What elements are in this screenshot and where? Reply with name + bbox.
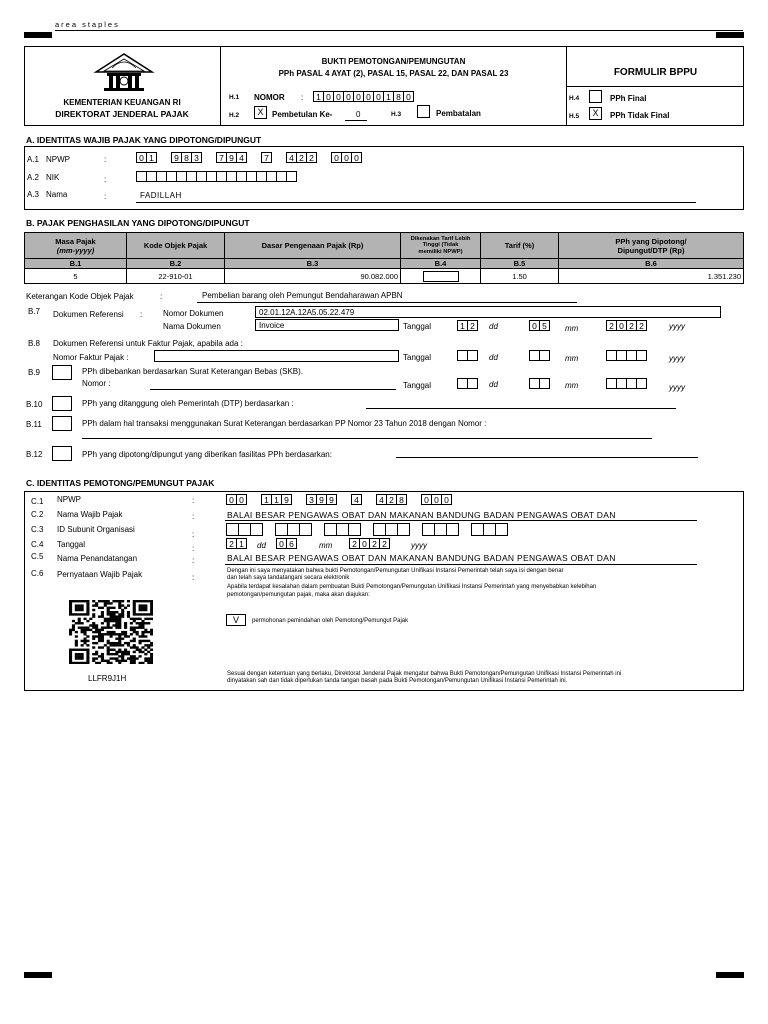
nama-dok-value: Invoice (259, 321, 285, 330)
c1-code: C.1 (31, 497, 44, 506)
pph-final-checkbox[interactable] (589, 90, 602, 103)
c2-nama-label: Nama Wajib Pajak (57, 510, 123, 519)
permohonan-label: permohonan pemindahan oleh Pemotong/Pemungut Pajak (252, 618, 409, 624)
digit-cell: 0 (353, 91, 364, 102)
digit-cell: 2 (379, 538, 390, 549)
digit-cell: 1 (383, 91, 394, 102)
c5-underline (225, 564, 697, 565)
b7-mm-cells (529, 320, 550, 331)
digit-cell (495, 523, 508, 536)
garuda-emblem-icon (92, 52, 156, 94)
digit-cell: 7 (261, 152, 272, 163)
b10-code: B.10 (26, 400, 43, 409)
row-tarif-lebih (401, 269, 481, 284)
digit-cell: 8 (393, 91, 404, 102)
b8-dd-label: dd (489, 353, 498, 362)
digit-cell: 9 (171, 152, 182, 163)
b9-dd-label: dd (489, 380, 498, 389)
b11-code: B.11 (26, 420, 42, 429)
c3-code: C.3 (31, 525, 44, 534)
digit-cell: 2 (226, 538, 237, 549)
nomor-faktur-field[interactable] (154, 350, 399, 362)
digit-cell (446, 523, 459, 536)
col-tarif: Tarif (%) (481, 233, 559, 259)
nomor-label: NOMOR (254, 93, 285, 102)
b11-label: PPh dalam hal transaksi menggunakan Surat Keterangan berdasarkan PP Nomor 23 Tahun 2018 dengan Nomor : (82, 419, 487, 428)
c5-penandatangan-value: BALAI BESAR PENGAWAS OBAT DAN MAKANAN BANDUNG BADAN PENGAWAS OBAT DAN (227, 553, 616, 563)
pph-tidak-final-label: PPh Tidak Final (610, 111, 670, 120)
b11-underline (82, 438, 652, 439)
a1-npwp-label: NPWP (46, 155, 70, 164)
c4-yyyy-label: yyyy (411, 541, 427, 550)
b9-mm-cells[interactable] (529, 378, 550, 389)
column-code: B.2 (127, 259, 225, 269)
ministry-name: KEMENTERIAN KEUANGAN RI (63, 98, 181, 107)
h3-code: H.3 (391, 111, 402, 118)
pembetulan-label: Pembetulan Ke- (272, 110, 333, 119)
pph-table (24, 232, 744, 284)
digit-cell (286, 171, 297, 182)
digit-cell: 8 (181, 152, 192, 163)
area-staples-label: area staples (55, 20, 120, 29)
staple-mark-bottom-right (716, 972, 744, 978)
digit-cell: 0 (431, 494, 442, 505)
column-code: B.1 (25, 259, 127, 269)
digit-cell: 1 (457, 320, 468, 331)
digit-cell: 0 (236, 494, 247, 505)
nomor-dok-value: 02.01.12A.12A5.05.22.479 (259, 308, 355, 317)
pembatalan-label: Pembatalan (436, 109, 481, 118)
dok-ref-colon: : (140, 310, 143, 319)
c2-code: C.2 (31, 510, 44, 519)
digit-cell: 0 (616, 320, 627, 331)
digit-cell: 0 (403, 91, 414, 102)
a2-code: A.2 (27, 173, 40, 182)
digit-cell: 2 (636, 320, 647, 331)
b8-yyyy-cells[interactable] (606, 350, 647, 361)
b12-code: B.12 (26, 450, 43, 459)
digit-cell (250, 523, 263, 536)
nomor-cells (313, 91, 414, 102)
nama-dok-label: Nama Dokumen (163, 322, 221, 331)
digit-cell: 3 (306, 494, 317, 505)
nomor-faktur-label: Nomor Faktur Pajak : (53, 353, 129, 362)
b8-code: B.8 (28, 339, 41, 348)
b9-nomor-underline (150, 389, 396, 390)
c5-code: C.5 (31, 552, 44, 561)
table-row (25, 269, 744, 284)
row-kode: 22-910-01 (127, 269, 225, 284)
row-masa: 5 (25, 269, 127, 284)
b12-label: PPh yang dipotong/dipungut yang diberikan fasilitas PPh berdasarkan: (82, 450, 332, 459)
b8-tanggal-label: Tanggal (403, 353, 432, 362)
b7-dd-cells (457, 320, 478, 331)
h1-code: H.1 (229, 94, 240, 101)
c4-dd-cells (226, 538, 247, 549)
digit-cell: 2 (467, 320, 478, 331)
digit-cell (539, 378, 550, 389)
b11-checkbox[interactable] (52, 416, 72, 431)
digit-cell (539, 350, 550, 361)
keterangan-colon: : (160, 292, 163, 301)
digit-cell: 1 (313, 91, 324, 102)
top-rule (55, 30, 743, 31)
b10-underline (366, 408, 676, 409)
section-a-title: A. IDENTITAS WAJIB PAJAK YANG DIPOTONG/DIPUNGUT (26, 135, 262, 145)
digit-cell: 5 (539, 320, 550, 331)
qr-code-text: LLFR9J1H (88, 674, 127, 683)
a1-code: A.1 (27, 155, 40, 164)
a3-colon: : (104, 192, 107, 201)
c2-underline (225, 520, 697, 521)
col-tarif-lebih: Dikenakan Tarif Lebih Tinggi (Tidak memiliki NPWP) (401, 233, 481, 259)
b8-dd-cells[interactable] (457, 350, 478, 361)
digit-cell: 1 (236, 538, 247, 549)
column-code: B.3 (225, 259, 401, 269)
b8-mm-label: mm (565, 354, 579, 363)
digit-cell (467, 378, 478, 389)
b9-tanggal-label: Tanggal (403, 381, 432, 390)
pernyataan-line1: Dengan ini saya menyatakan bahwa bukti Pemotongan/Pemungutan Unifikasi Instansi Pemerintah telah saya isi dengan benar (227, 568, 564, 574)
c5-penandatangan-label: Nama Penandatangan (57, 554, 138, 563)
c1-npwp-cells (226, 494, 452, 505)
b9-code: B.9 (28, 368, 41, 377)
col-kode: Kode Objek Pajak (127, 233, 225, 259)
digit-cell (467, 350, 478, 361)
permohonan-checkbox[interactable]: V (226, 614, 246, 626)
digit-cell: 4 (351, 494, 362, 505)
digit-cell: 4 (236, 152, 247, 163)
h4-code: H.4 (569, 95, 580, 102)
row-dpp: 90.082.000 (225, 269, 401, 284)
pph-tidak-final-checkbox[interactable]: X (589, 107, 602, 120)
digit-cell (299, 523, 312, 536)
digit-cell: 0 (333, 91, 344, 102)
digit-cell: 0 (226, 494, 237, 505)
c4-code: C.4 (31, 540, 44, 549)
digit-cell (636, 350, 647, 361)
footer-line1: Sesuai dengan ketentuan yang berlaku, Direktorat Jenderal Pajak mengatur bahwa Bukti Pemotongan/Pemungutan Unifikasi Instansi Pemerintah ini (227, 671, 622, 677)
b7-code: B.7 (28, 307, 41, 316)
digit-cell: 0 (529, 320, 540, 331)
c4-yyyy-cells (349, 538, 390, 549)
section-c-title: C. IDENTITAS PEMOTONG/PEMUNGUT PAJAK (26, 478, 215, 488)
pernyataan-line4: pemotongan/pemungutan pajak, maka akan diajukan: (227, 592, 370, 598)
c4-tanggal-label: Tanggal (57, 540, 86, 549)
a2-nik-cells[interactable] (136, 171, 297, 182)
b8-yyyy-label: yyyy (669, 354, 685, 363)
digit-cell: 2 (386, 494, 397, 505)
c6-pernyataan-label: Pernyataan Wajib Pajak (57, 570, 143, 579)
c4-colon: : (192, 544, 195, 553)
digit-cell: 0 (363, 91, 374, 102)
footer-line2: dinyatakan sah dan tidak diperlukan tanda tangan basah pada Bukti Pemotongan/Pemungutan Unifikasi Instansi Pemerintah ini. (227, 678, 568, 684)
c1-npwp-label: NPWP (57, 495, 81, 504)
c2-nama-value: BALAI BESAR PENGAWAS OBAT DAN MAKANAN BANDUNG BADAN PENGAWAS OBAT DAN (227, 510, 616, 520)
digit-cell: 0 (343, 91, 354, 102)
col-dpp: Dasar Pengenaan Pajak (Rp) (225, 233, 401, 259)
b7-yyyy-cells (606, 320, 647, 331)
c3-subunit-cells[interactable] (226, 523, 508, 536)
qr-code-icon (69, 600, 153, 664)
col-masa: Masa Pajak (mm-yyyy) (25, 233, 127, 259)
digit-cell: 0 (351, 152, 362, 163)
pembatalan-checkbox[interactable] (417, 105, 430, 118)
a3-nama-label: Nama (46, 190, 68, 199)
c4-dd-label: dd (257, 541, 266, 550)
pph-final-label: PPh Final (610, 94, 647, 103)
digit-cell: 6 (286, 538, 297, 549)
c4-mm-cells (276, 538, 297, 549)
digit-cell: 0 (276, 538, 287, 549)
column-code: B.6 (559, 259, 744, 269)
digit-cell (636, 378, 647, 389)
b8-mm-cells[interactable] (529, 350, 550, 361)
row-pph: 1.351.230 (559, 269, 744, 284)
column-code: B.5 (481, 259, 559, 269)
a1-colon: : (104, 155, 107, 164)
c3-colon: : (192, 530, 195, 539)
a1-npwp-cells (136, 152, 362, 163)
b7-yyyy-label: yyyy (669, 322, 685, 331)
directorate-name: DIREKTORAT JENDERAL PAJAK (55, 109, 189, 119)
pembetulan-underline (345, 120, 367, 121)
b9-checkbox[interactable] (52, 365, 72, 380)
column-code: B.4 (401, 259, 481, 269)
b7-mm-label: mm (565, 324, 579, 333)
dok-ref-label: Dokumen Referensi (53, 310, 124, 319)
b12-underline (396, 457, 698, 458)
keterangan-label: Keterangan Kode Objek Pajak (26, 292, 134, 301)
a3-nama-value: FADILLAH (140, 191, 182, 200)
digit-cell: 9 (326, 494, 337, 505)
digit-cell: 2 (296, 152, 307, 163)
b7-dd-label: dd (489, 322, 498, 331)
digit-cell: 1 (271, 494, 282, 505)
a3-code: A.3 (27, 190, 40, 199)
pernyataan-line2: dan telah saya tandatangani secara elektronik (227, 575, 350, 581)
digit-cell: 0 (331, 152, 342, 163)
c2-colon: : (192, 512, 195, 521)
pembetulan-value: 0 (356, 110, 361, 119)
form-title-line2: PPh PASAL 4 AYAT (2), PASAL 15, PASAL 22, DAN PASAL 23 (278, 69, 509, 78)
digit-cell: 4 (376, 494, 387, 505)
digit-cell: 2 (606, 320, 617, 331)
b9-nomor-label: Nomor : (82, 379, 111, 388)
nomor-dok-label: Nomor Dokumen (163, 309, 224, 318)
b9-label: PPh dibebankan berdasarkan Surat Keterangan Bebas (SKB). (82, 367, 304, 376)
section-b-title: B. PAJAK PENGHASILAN YANG DIPOTONG/DIPUNGUT (26, 218, 250, 228)
staple-mark-top-left (24, 32, 52, 38)
b10-label: PPh yang ditanggung oleh Pemerintah (DTP) berdasarkan : (82, 399, 294, 408)
digit-cell: 8 (396, 494, 407, 505)
digit-cell: 0 (341, 152, 352, 163)
h2-code: H.2 (229, 112, 240, 119)
b9-yyyy-label: yyyy (669, 383, 685, 392)
h5-code: H.5 (569, 113, 580, 120)
digit-cell (397, 523, 410, 536)
digit-cell: 9 (316, 494, 327, 505)
form-title-line1: BUKTI PEMOTONGAN/PEMUNGUTAN (321, 57, 466, 66)
digit-cell: 0 (359, 538, 370, 549)
c4-mm-label: mm (319, 541, 333, 550)
b8-label: Dokumen Referensi untuk Faktur Pajak, apabila ada : (53, 339, 243, 348)
section-a-box (24, 146, 744, 210)
c3-subunit-label: ID Subunit Organisasi (57, 525, 135, 534)
digit-cell: 1 (261, 494, 272, 505)
c1-colon: : (192, 496, 195, 505)
digit-cell: 9 (281, 494, 292, 505)
c5-colon: : (192, 556, 195, 565)
keterangan-underline (197, 302, 577, 303)
digit-cell: 9 (226, 152, 237, 163)
digit-cell: 1 (146, 152, 157, 163)
a2-colon: : (104, 175, 107, 184)
digit-cell: 0 (136, 152, 147, 163)
keterangan-value: Pembelian barang oleh Pemungut Bendaharawan APBN (202, 291, 403, 300)
row-tarif: 1.50 (481, 269, 559, 284)
b7-tanggal-label: Tanggal (403, 322, 432, 331)
b12-checkbox[interactable] (52, 446, 72, 461)
digit-cell: 2 (369, 538, 380, 549)
digit-cell: 4 (286, 152, 297, 163)
digit-cell: 3 (191, 152, 202, 163)
a3-nama-underline (136, 202, 696, 203)
pembetulan-checkbox[interactable]: X (254, 106, 267, 119)
c6-code: C.6 (31, 569, 44, 578)
digit-cell: 0 (421, 494, 432, 505)
digit-cell: 0 (323, 91, 334, 102)
a2-nik-label: NIK (46, 173, 60, 182)
c6-colon: : (192, 573, 195, 582)
header-hdivider (566, 86, 744, 87)
digit-cell: 7 (216, 152, 227, 163)
col-pph: PPh yang Dipotong/ Dipungut/DTP (Rp) (559, 233, 744, 259)
b9-dd-cells[interactable] (457, 378, 478, 389)
b9-yyyy-cells[interactable] (606, 378, 647, 389)
digit-cell (348, 523, 361, 536)
form-name: FORMULIR BPPU (613, 67, 698, 78)
digit-cell: 2 (349, 538, 360, 549)
pernyataan-line3: Apabila terdapat kesalahan dalam pembuatan Bukti Pemotongan/Pemungutan Unifikasi Instansi Pemerintah yang menyebabkan kelebihan (227, 584, 597, 590)
b9-mm-label: mm (565, 381, 579, 390)
b10-checkbox[interactable] (52, 396, 72, 411)
staple-mark-bottom-left (24, 972, 52, 978)
digit-cell: 2 (306, 152, 317, 163)
staple-mark-top-right (716, 32, 744, 38)
digit-cell: 0 (441, 494, 452, 505)
tarif-lebih-checkbox[interactable] (423, 271, 459, 282)
digit-cell: 0 (373, 91, 384, 102)
nomor-colon: : (301, 93, 304, 102)
digit-cell: 2 (626, 320, 637, 331)
